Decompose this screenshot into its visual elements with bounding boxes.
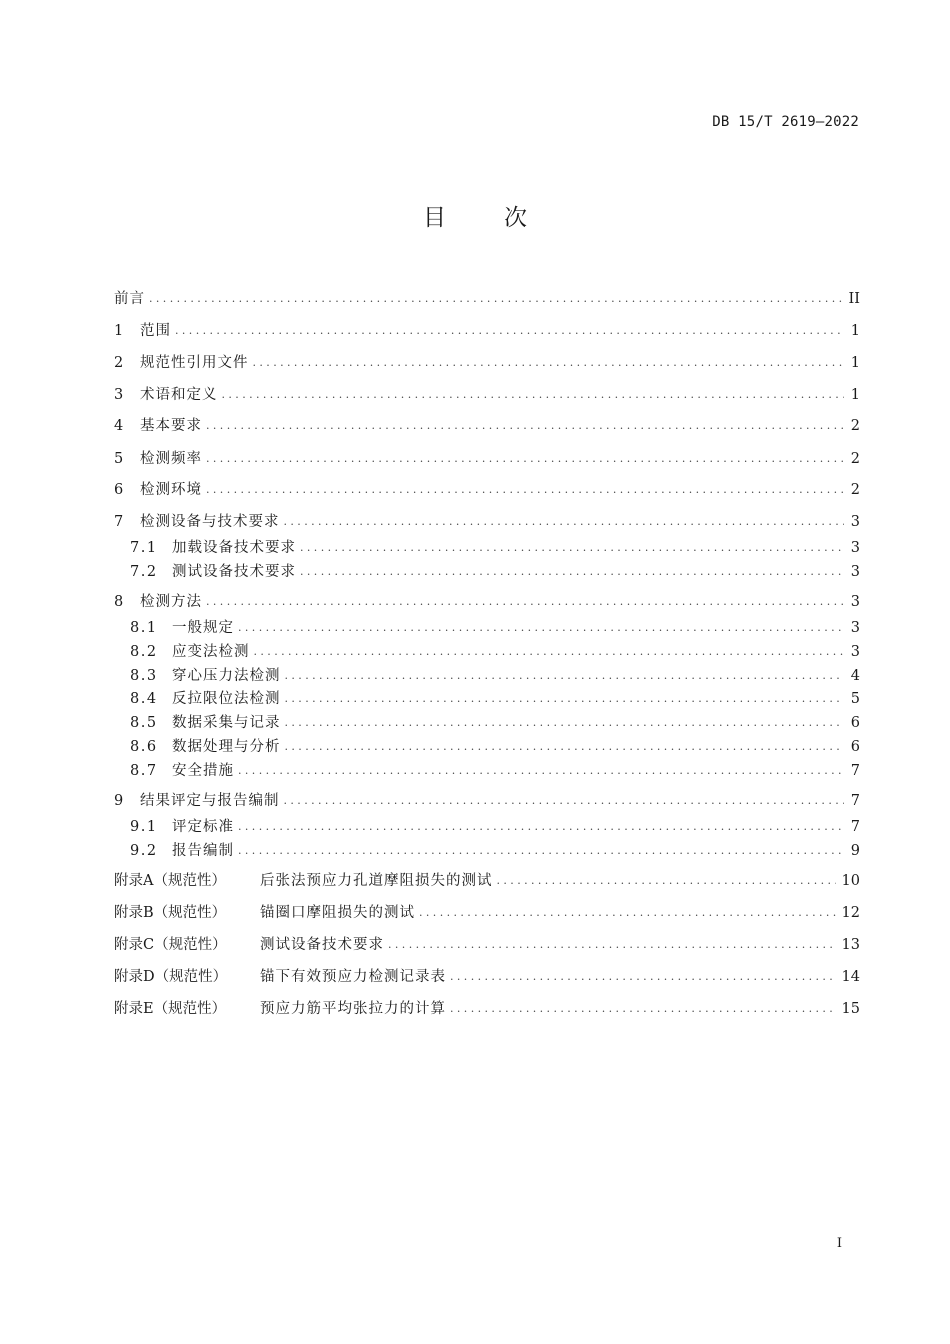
- toc-leader-dots: [285, 687, 845, 711]
- toc-entry-8-6[interactable]: [114, 735, 860, 759]
- toc-entry-preface[interactable]: [114, 287, 860, 311]
- toc-entry-page: 7: [850, 819, 860, 835]
- toc-entry-appendix-c[interactable]: [114, 933, 860, 957]
- document-code: DB 15/T 2619—2022: [712, 114, 859, 130]
- toc-entry-number: 2: [114, 355, 124, 371]
- toc-entry-4[interactable]: [114, 414, 860, 438]
- toc-entry-page: 7: [850, 793, 860, 809]
- toc-entry-label: 加载设备技术要求: [172, 540, 296, 556]
- toc-entry-page: 3: [850, 594, 860, 610]
- toc-entry-label: 检测方法: [140, 594, 202, 610]
- toc-entry-6[interactable]: [114, 478, 860, 502]
- toc-entry-number: 9.2: [130, 843, 158, 859]
- toc-entry-number: 附录B（规范性）: [114, 905, 227, 921]
- toc-entry-label: 数据采集与记录: [172, 715, 281, 731]
- title-char-1: 目: [423, 205, 446, 231]
- toc-leader-dots: [285, 664, 845, 688]
- toc-entry-number: 8.3: [130, 668, 158, 684]
- toc-entry-appendix-b[interactable]: [114, 901, 860, 925]
- toc-entry-label: 后张法预应力孔道摩阻损失的测试: [260, 873, 493, 889]
- page-number: I: [836, 1236, 842, 1251]
- toc-entry-label: 检测设备与技术要求: [140, 514, 280, 530]
- toc-leader-dots: [450, 965, 836, 989]
- toc-entry-8-4[interactable]: [114, 687, 860, 711]
- toc-leader-dots: [497, 869, 836, 893]
- toc-leader-dots: [388, 933, 836, 957]
- toc-entry-page: 2: [850, 451, 860, 467]
- toc-entry-8-1[interactable]: [114, 616, 860, 640]
- toc-entry-label: 结果评定与报告编制: [140, 793, 280, 809]
- toc-entry-label: 评定标准: [172, 819, 234, 835]
- toc-entry-8-7[interactable]: [114, 759, 860, 783]
- toc-entry-label: 应变法检测: [172, 644, 250, 660]
- toc-entry-label: 检测环境: [140, 482, 202, 498]
- toc-entry-label: 前言: [114, 291, 145, 307]
- toc-entry-page: 6: [850, 715, 860, 731]
- toc-entry-7-1[interactable]: [114, 536, 860, 560]
- toc-entry-number: 5: [114, 451, 124, 467]
- toc-entry-number: 附录C（规范性）: [114, 937, 227, 953]
- toc-entry-page: 13: [841, 937, 860, 953]
- toc-entry-page: 3: [850, 620, 860, 636]
- toc-leader-dots: [285, 711, 845, 735]
- toc-entry-label: 范围: [140, 323, 171, 339]
- toc-entry-8-2[interactable]: [114, 640, 860, 664]
- toc-entry-page: 14: [841, 969, 860, 985]
- toc-entry-page: 4: [850, 668, 860, 684]
- toc-leader-dots: [253, 351, 845, 375]
- toc-entry-page: 1: [850, 323, 860, 339]
- toc-entry-page: 7: [850, 763, 860, 779]
- toc-entry-number: 附录D（规范性）: [114, 969, 228, 985]
- toc-entry-label: 一般规定: [172, 620, 234, 636]
- toc-entry-appendix-d[interactable]: [114, 965, 860, 989]
- toc-entry-number: 7.2: [130, 564, 158, 580]
- toc-entry-number: 9: [114, 793, 124, 809]
- toc-entry-page: 9: [850, 843, 860, 859]
- toc-entry-8-5[interactable]: [114, 711, 860, 735]
- toc-leader-dots: [284, 510, 845, 534]
- toc-leader-dots: [300, 536, 844, 560]
- toc-leader-dots: [238, 839, 844, 863]
- toc-entry-page: 1: [850, 387, 860, 403]
- toc-entry-label: 反拉限位法检测: [172, 691, 281, 707]
- toc-entry-number: 8.7: [130, 763, 158, 779]
- toc-entry-page: 12: [841, 905, 860, 921]
- toc-entry-number: 6: [114, 482, 124, 498]
- toc-entry-page: 5: [850, 691, 860, 707]
- toc-leader-dots: [206, 414, 844, 438]
- toc-entry-appendix-e[interactable]: [114, 997, 860, 1021]
- toc-entry-page: 1: [850, 355, 860, 371]
- toc-leader-dots: [450, 997, 836, 1021]
- toc-leader-dots: [206, 447, 844, 471]
- toc-entry-number: 4: [114, 418, 124, 434]
- toc-leader-dots: [238, 815, 844, 839]
- toc-entry-3[interactable]: [114, 383, 860, 407]
- toc-entry-7[interactable]: [114, 510, 860, 534]
- toc-entry-9-2[interactable]: [114, 839, 860, 863]
- toc-entry-1[interactable]: [114, 319, 860, 343]
- toc-entry-8-3[interactable]: [114, 664, 860, 688]
- toc-entry-number: 8.5: [130, 715, 158, 731]
- title-char-2: 次: [504, 205, 527, 231]
- toc-entry-label: 术语和定义: [140, 387, 218, 403]
- toc-entry-number: 9.1: [130, 819, 158, 835]
- toc-entry-page: 2: [850, 482, 860, 498]
- toc-entry-page: 10: [841, 873, 860, 889]
- toc-entry-number: 1: [114, 323, 124, 339]
- toc-entry-page: 3: [850, 644, 860, 660]
- toc-entry-8[interactable]: [114, 590, 860, 614]
- toc-entry-number: 8.4: [130, 691, 158, 707]
- toc-entry-2[interactable]: [114, 351, 860, 375]
- toc-leader-dots: [206, 478, 844, 502]
- toc-leader-dots: [175, 319, 844, 343]
- toc-entry-number: 8: [114, 594, 124, 610]
- toc-entry-appendix-a[interactable]: [114, 869, 860, 893]
- toc-entry-label: 检测频率: [140, 451, 202, 467]
- toc-entry-9[interactable]: [114, 789, 860, 813]
- toc-entry-number: 8.6: [130, 739, 158, 755]
- toc-leader-dots: [419, 901, 836, 925]
- toc-entry-number: 3: [114, 387, 124, 403]
- toc-entry-label: 穿心压力法检测: [172, 668, 281, 684]
- toc-entry-number: 7: [114, 514, 124, 530]
- toc-entry-number: 8.2: [130, 644, 158, 660]
- toc-entry-5[interactable]: [114, 447, 860, 471]
- toc-leader-dots: [206, 590, 844, 614]
- toc-entry-label: 测试设备技术要求: [260, 937, 384, 953]
- toc-entry-page: 3: [850, 564, 860, 580]
- toc-entry-number: 附录A（规范性）: [114, 873, 226, 889]
- toc-entry-label: 规范性引用文件: [140, 355, 249, 371]
- toc-leader-dots: [285, 735, 845, 759]
- toc-entry-label: 锚圈口摩阻损失的测试: [260, 905, 415, 921]
- toc-entry-label: 报告编制: [172, 843, 234, 859]
- toc-entry-page: 3: [850, 514, 860, 530]
- toc-leader-dots: [284, 789, 845, 813]
- toc-entry-number: 7.1: [130, 540, 158, 556]
- toc-entry-9-1[interactable]: [114, 815, 860, 839]
- toc-leader-dots: [238, 759, 844, 783]
- toc-entry-label: 安全措施: [172, 763, 234, 779]
- toc-entry-label: 数据处理与分析: [172, 739, 281, 755]
- toc-entry-number: 8.1: [130, 620, 158, 636]
- toc-entry-page: 3: [850, 540, 860, 556]
- toc-entry-page: II: [848, 291, 860, 307]
- toc-entry-label: 基本要求: [140, 418, 202, 434]
- toc-leader-dots: [300, 560, 844, 584]
- toc-entry-page: 2: [850, 418, 860, 434]
- toc-entry-7-2[interactable]: [114, 560, 860, 584]
- toc-leader-dots: [254, 640, 845, 664]
- toc-entry-page: 15: [841, 1001, 860, 1017]
- toc-entry-label: 测试设备技术要求: [172, 564, 296, 580]
- toc-entry-page: 6: [850, 739, 860, 755]
- toc-leader-dots: [222, 383, 845, 407]
- toc-entry-label: 预应力筋平均张拉力的计算: [260, 1001, 446, 1017]
- toc-entry-label: 锚下有效预应力检测记录表: [260, 969, 446, 985]
- toc-entry-number: 附录E（规范性）: [114, 1001, 227, 1017]
- toc-leader-dots: [238, 616, 844, 640]
- table-of-contents: [114, 0, 860, 1100]
- toc-leader-dots: [149, 287, 843, 311]
